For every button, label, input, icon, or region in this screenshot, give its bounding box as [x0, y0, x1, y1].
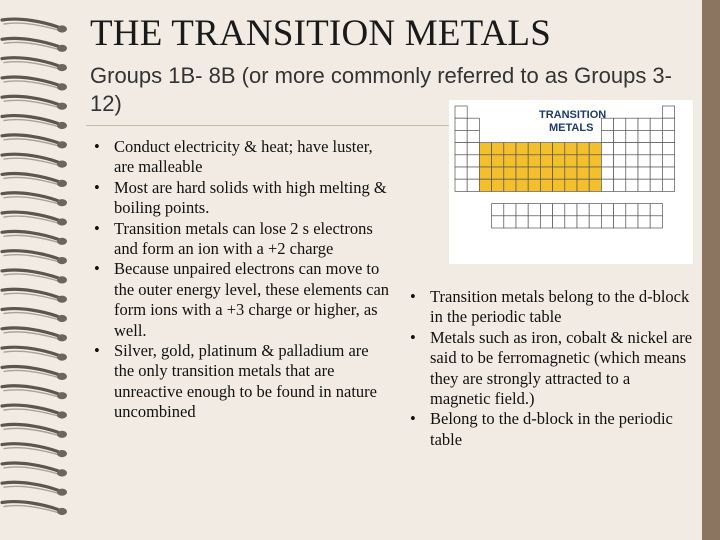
- element-cell: [516, 216, 528, 228]
- element-cell: [614, 179, 626, 191]
- element-cell: [662, 155, 674, 167]
- element-cell: [601, 130, 613, 142]
- element-cell: [638, 179, 650, 191]
- transition-cell: [528, 143, 540, 155]
- bullet-hard-solids: • Most are hard solids with high melting & boiling points.: [94, 177, 387, 218]
- element-cell: [577, 204, 589, 216]
- image-caption-line2: METALS: [549, 122, 594, 134]
- element-cell: [601, 167, 613, 179]
- bullet-dot: •: [94, 259, 100, 279]
- spiral-ring: [2, 405, 67, 419]
- bullet-d-block-repeat: • Belong to the d-block in the periodic table: [410, 409, 673, 449]
- element-cell: [614, 155, 626, 167]
- transition-cell: [565, 167, 577, 179]
- element-cell: [662, 130, 674, 142]
- element-cell: [565, 204, 577, 216]
- element-cell: [455, 155, 467, 167]
- spiral-ring: [2, 193, 67, 207]
- transition-cell: [553, 167, 565, 179]
- element-cell: [662, 118, 674, 130]
- element-cell: [662, 179, 674, 191]
- transition-cell: [516, 167, 528, 179]
- transition-cell: [479, 155, 491, 167]
- element-cell: [504, 216, 516, 228]
- right-bullet-list: [402, 287, 694, 450]
- bullet-unpaired-electrons: • Because unpaired electrons can move to the outer energy level, these elements can form ions with a +3 charge or higher, as well.: [94, 259, 390, 340]
- transition-cell: [540, 155, 552, 167]
- transition-cell: [565, 155, 577, 167]
- element-cell: [455, 130, 467, 142]
- transition-cell: [492, 143, 504, 155]
- transition-cell: [553, 179, 565, 191]
- element-cell: [528, 204, 540, 216]
- spiral-ring: [2, 309, 67, 323]
- transition-cell: [504, 155, 516, 167]
- spiral-ring: [2, 58, 67, 72]
- element-cell: [638, 155, 650, 167]
- element-cell: [492, 216, 504, 228]
- transition-cell: [577, 179, 589, 191]
- spiral-ring: [2, 96, 67, 110]
- element-cell: [601, 143, 613, 155]
- transition-cell: [540, 143, 552, 155]
- element-cell: [601, 216, 613, 228]
- transition-cell: [492, 155, 504, 167]
- transition-cell: [516, 179, 528, 191]
- element-cell: [455, 179, 467, 191]
- transition-cell: [589, 155, 601, 167]
- element-cell: [467, 143, 479, 155]
- spiral-ring: [2, 212, 67, 226]
- spiral-ring: [2, 386, 67, 400]
- element-cell: [626, 216, 638, 228]
- transition-cell: [577, 143, 589, 155]
- element-cell: [662, 106, 674, 118]
- bullet-dot: •: [94, 137, 100, 156]
- element-cell: [614, 216, 626, 228]
- element-cell: [601, 179, 613, 191]
- element-cell: [565, 216, 577, 228]
- transition-cell: [540, 179, 552, 191]
- transition-cell: [553, 155, 565, 167]
- transition-cell: [516, 143, 528, 155]
- element-cell: [589, 216, 601, 228]
- transition-cell: [504, 179, 516, 191]
- transition-cell: [577, 155, 589, 167]
- bullet-lose-electrons: • Transition metals can lose 2 s electrons and form an ion with a +2 charge: [94, 218, 373, 259]
- element-cell: [492, 204, 504, 216]
- spiral-ring: [2, 173, 67, 187]
- element-cell: [638, 167, 650, 179]
- element-cell: [650, 130, 662, 142]
- spiral-ring: [2, 135, 67, 149]
- bullet-dot: •: [94, 341, 100, 361]
- spiral-ring: [2, 289, 67, 303]
- bullet-ferromagnetic: • Metals such as iron, cobalt & nickel are said to be ferromagnetic (which means they are strongly attracted to a magnetic field.): [410, 327, 693, 409]
- transition-cell: [479, 179, 491, 191]
- element-cell: [638, 204, 650, 216]
- element-cell: [626, 118, 638, 130]
- transition-cell: [528, 179, 540, 191]
- element-cell: [626, 204, 638, 216]
- bullet-dot: •: [410, 287, 416, 306]
- element-cell: [614, 143, 626, 155]
- transition-cell: [504, 143, 516, 155]
- transition-cell: [528, 155, 540, 167]
- transition-cell: [589, 179, 601, 191]
- transition-cell: [479, 143, 491, 155]
- transition-cell: [516, 155, 528, 167]
- element-cell: [626, 143, 638, 155]
- spiral-ring: [2, 502, 67, 516]
- element-cell: [467, 118, 479, 130]
- spiral-ring: [2, 231, 67, 245]
- spiral-ring: [2, 19, 67, 33]
- image-caption: TRANSITION: [539, 109, 607, 121]
- element-cell: [540, 204, 552, 216]
- periodic-table-image: [449, 100, 693, 264]
- spiral-ring: [2, 328, 67, 342]
- element-cell: [614, 118, 626, 130]
- element-cell: [626, 155, 638, 167]
- element-cell: [455, 167, 467, 179]
- element-cell: [650, 216, 662, 228]
- spiral-ring: [2, 38, 67, 52]
- element-cell: [638, 216, 650, 228]
- element-cell: [638, 143, 650, 155]
- spiral-ring: [2, 482, 67, 496]
- spiral-ring: [2, 77, 67, 91]
- element-cell: [601, 155, 613, 167]
- transition-cell: [504, 167, 516, 179]
- transition-cell: [553, 143, 565, 155]
- element-cell: [650, 143, 662, 155]
- spiral-ring: [2, 251, 67, 265]
- spiral-ring: [2, 444, 67, 458]
- element-cell: [528, 216, 540, 228]
- bullet-dot: •: [94, 177, 100, 197]
- spiral-ring: [2, 366, 67, 380]
- bullet-dot: •: [410, 409, 416, 429]
- element-cell: [540, 216, 552, 228]
- element-cell: [650, 167, 662, 179]
- bullet-unreactive-metals: • Silver, gold, platinum & palladium are the only transition metals that are unreactive enough to be found in nature uncombined: [94, 341, 377, 422]
- element-cell: [614, 204, 626, 216]
- element-cell: [553, 204, 565, 216]
- element-cell: [467, 155, 479, 167]
- element-cell: [455, 118, 467, 130]
- element-cell: [614, 167, 626, 179]
- bullet-conduct: • Conduct electricity & heat; have luster, are malleable: [94, 137, 373, 177]
- element-cell: [662, 143, 674, 155]
- transition-cell: [540, 167, 552, 179]
- bullet-dot: •: [94, 218, 100, 238]
- element-cell: [467, 179, 479, 191]
- element-cell: [650, 118, 662, 130]
- transition-cell: [565, 179, 577, 191]
- bullet-d-block: • Transition metals belong to the d-block in the periodic table: [410, 287, 690, 327]
- element-cell: [626, 179, 638, 191]
- element-cell: [662, 167, 674, 179]
- spiral-ring: [2, 424, 67, 438]
- spiral-ring: [2, 347, 67, 361]
- element-cell: [467, 167, 479, 179]
- element-cell: [553, 216, 565, 228]
- transition-cell: [492, 167, 504, 179]
- transition-cell: [565, 143, 577, 155]
- element-cell: [455, 143, 467, 155]
- element-cell: [638, 118, 650, 130]
- element-cell: [650, 179, 662, 191]
- element-cell: [626, 130, 638, 142]
- element-cell: [577, 216, 589, 228]
- slide-subtitle: Groups 1B- 8B (or more commonly referred to as Groups 3-12): [90, 63, 672, 116]
- transition-cell: [479, 167, 491, 179]
- spiral-ring: [2, 116, 67, 130]
- spiral-binding: [0, 0, 80, 540]
- element-cell: [650, 204, 662, 216]
- element-cell: [455, 106, 467, 118]
- element-cell: [601, 204, 613, 216]
- spiral-ring: [2, 154, 67, 168]
- left-bullet-list: [86, 137, 392, 423]
- element-cell: [504, 204, 516, 216]
- element-cell: [638, 130, 650, 142]
- bullet-dot: •: [410, 327, 416, 347]
- transition-cell: [577, 167, 589, 179]
- element-cell: [589, 204, 601, 216]
- transition-cell: [528, 167, 540, 179]
- slide-title: THE TRANSITION METALS: [90, 13, 551, 54]
- element-cell: [516, 204, 528, 216]
- element-cell: [626, 167, 638, 179]
- element-cell: [614, 130, 626, 142]
- element-cell: [467, 130, 479, 142]
- transition-cell: [492, 179, 504, 191]
- element-cell: [650, 155, 662, 167]
- transition-cell: [589, 167, 601, 179]
- transition-cell: [589, 143, 601, 155]
- spiral-ring: [2, 270, 67, 284]
- spiral-ring: [2, 463, 67, 477]
